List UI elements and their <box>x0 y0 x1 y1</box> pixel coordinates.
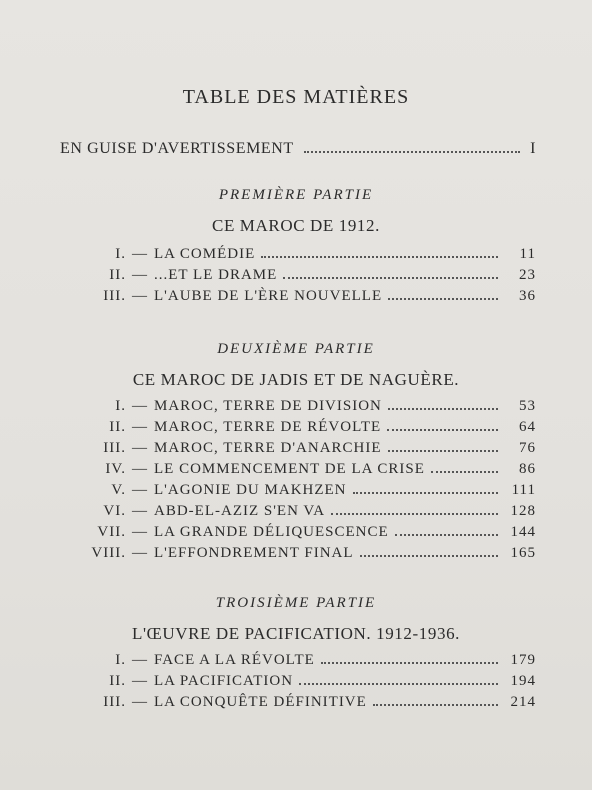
entry-page: 214 <box>510 694 536 710</box>
entry-title: ...ET LE DRAME <box>154 267 278 283</box>
entry-title: LA CONQUÊTE DÉFINITIVE <box>154 694 367 710</box>
entry-dash: — <box>132 419 148 435</box>
entry-title: MAROC, TERRE DE RÉVOLTE <box>154 419 382 435</box>
entry-title: MAROC, TERRE DE DIVISION <box>154 398 382 414</box>
dot-leader <box>388 408 498 410</box>
toc-entry <box>50 288 536 308</box>
entry-number: I. <box>115 398 126 414</box>
entry-page: 128 <box>510 503 536 519</box>
toc-entry <box>50 694 536 714</box>
entry-number: II. <box>109 419 126 435</box>
dot-leader <box>299 683 498 685</box>
toc-entry <box>50 482 536 502</box>
entry-number: II. <box>109 267 126 283</box>
entry-title: LA GRANDE DÉLIQUESCENCE <box>154 524 389 540</box>
entry-number: III. <box>103 694 126 710</box>
entry-page: 144 <box>510 524 536 540</box>
toc-entry <box>50 673 536 693</box>
dot-leader <box>388 298 498 300</box>
entry-dash: — <box>132 545 148 561</box>
entry-title: LE COMMENCEMENT DE LA CRISE <box>154 461 425 477</box>
toc-entry <box>50 461 536 481</box>
entry-dash: — <box>132 288 148 304</box>
toc-entry <box>50 524 536 544</box>
section-title: CE MAROC DE JADIS ET DE NAGUÈRE. <box>132 370 460 389</box>
dot-leader <box>261 256 498 258</box>
part-heading: DEUXIÈME PARTIE <box>217 341 375 357</box>
page-title: TABLE DES MATIÈRES <box>182 86 410 108</box>
entry-page: 64 <box>519 419 536 435</box>
section-title: CE MAROC DE 1912. <box>212 216 380 235</box>
entry-dash: — <box>132 398 148 414</box>
entry-number: I. <box>115 246 126 262</box>
entry-dash: — <box>132 652 148 668</box>
toc-entry <box>50 652 536 672</box>
entry-page: 179 <box>510 652 536 668</box>
dot-leader <box>283 277 498 279</box>
entry-number: IV. <box>105 461 126 477</box>
toc-entry <box>50 246 536 266</box>
entry-page: 194 <box>510 673 536 689</box>
entry-number: V. <box>111 482 126 498</box>
entry-dash: — <box>132 503 148 519</box>
entry-number: I. <box>115 652 126 668</box>
entry-number: VIII. <box>91 545 126 561</box>
avertissement-entry <box>60 140 536 158</box>
entry-dash: — <box>132 482 148 498</box>
entry-dash: — <box>132 694 148 710</box>
dot-leader <box>388 450 498 452</box>
toc-entry <box>50 398 536 418</box>
entry-title: ABD-EL-AZIZ S'EN VA <box>154 503 326 519</box>
entry-title: L'AUBE DE L'ÈRE NOUVELLE <box>154 288 383 304</box>
entry-page: 76 <box>519 440 536 456</box>
entry-dash: — <box>132 673 148 689</box>
dot-leader <box>304 151 520 153</box>
entry-title: FACE A LA RÉVOLTE <box>154 652 315 668</box>
dot-leader <box>360 555 498 557</box>
entry-page: 11 <box>519 246 536 262</box>
entry-page: 53 <box>519 398 536 414</box>
part-heading: PREMIÈRE PARTIE <box>218 187 374 203</box>
entry-title: MAROC, TERRE D'ANARCHIE <box>154 440 382 456</box>
entry-number: III. <box>103 440 126 456</box>
entry-number: III. <box>103 288 126 304</box>
dot-leader <box>331 513 498 515</box>
toc-entry <box>50 267 536 287</box>
part-heading: TROISIÈME PARTIE <box>215 595 377 611</box>
section-title: L'ŒUVRE DE PACIFICATION. 1912-1936. <box>131 624 461 643</box>
toc-entry <box>50 419 536 439</box>
entry-number: VII. <box>97 524 126 540</box>
entry-dash: — <box>132 440 148 456</box>
entry-number: II. <box>109 673 126 689</box>
entry-dash: — <box>132 246 148 262</box>
dot-leader <box>373 704 498 706</box>
entry-dash: — <box>132 461 148 477</box>
entry-title: L'EFFONDREMENT FINAL <box>154 545 354 561</box>
entry-page: 86 <box>519 461 536 477</box>
avertissement-page: I <box>530 140 536 157</box>
entry-dash: — <box>132 524 148 540</box>
entry-page: 23 <box>519 267 536 283</box>
entry-title: L'AGONIE DU MAKHZEN <box>154 482 347 498</box>
avertissement-label: EN GUISE D'AVERTISSEMENT <box>60 140 294 157</box>
dot-leader <box>321 662 498 664</box>
toc-entry <box>50 440 536 460</box>
dot-leader <box>387 429 498 431</box>
entry-dash: — <box>132 267 148 283</box>
dot-leader <box>353 492 498 494</box>
entry-page: 36 <box>519 288 536 304</box>
toc-entry <box>50 545 536 565</box>
toc-entry <box>50 503 536 523</box>
entry-page: 165 <box>510 545 536 561</box>
dot-leader <box>395 534 498 536</box>
entry-page: 111 <box>511 482 536 498</box>
entry-title: LA COMÉDIE <box>154 246 256 262</box>
entry-title: LA PACIFICATION <box>154 673 294 689</box>
entry-number: VI. <box>103 503 126 519</box>
dot-leader <box>431 471 498 473</box>
